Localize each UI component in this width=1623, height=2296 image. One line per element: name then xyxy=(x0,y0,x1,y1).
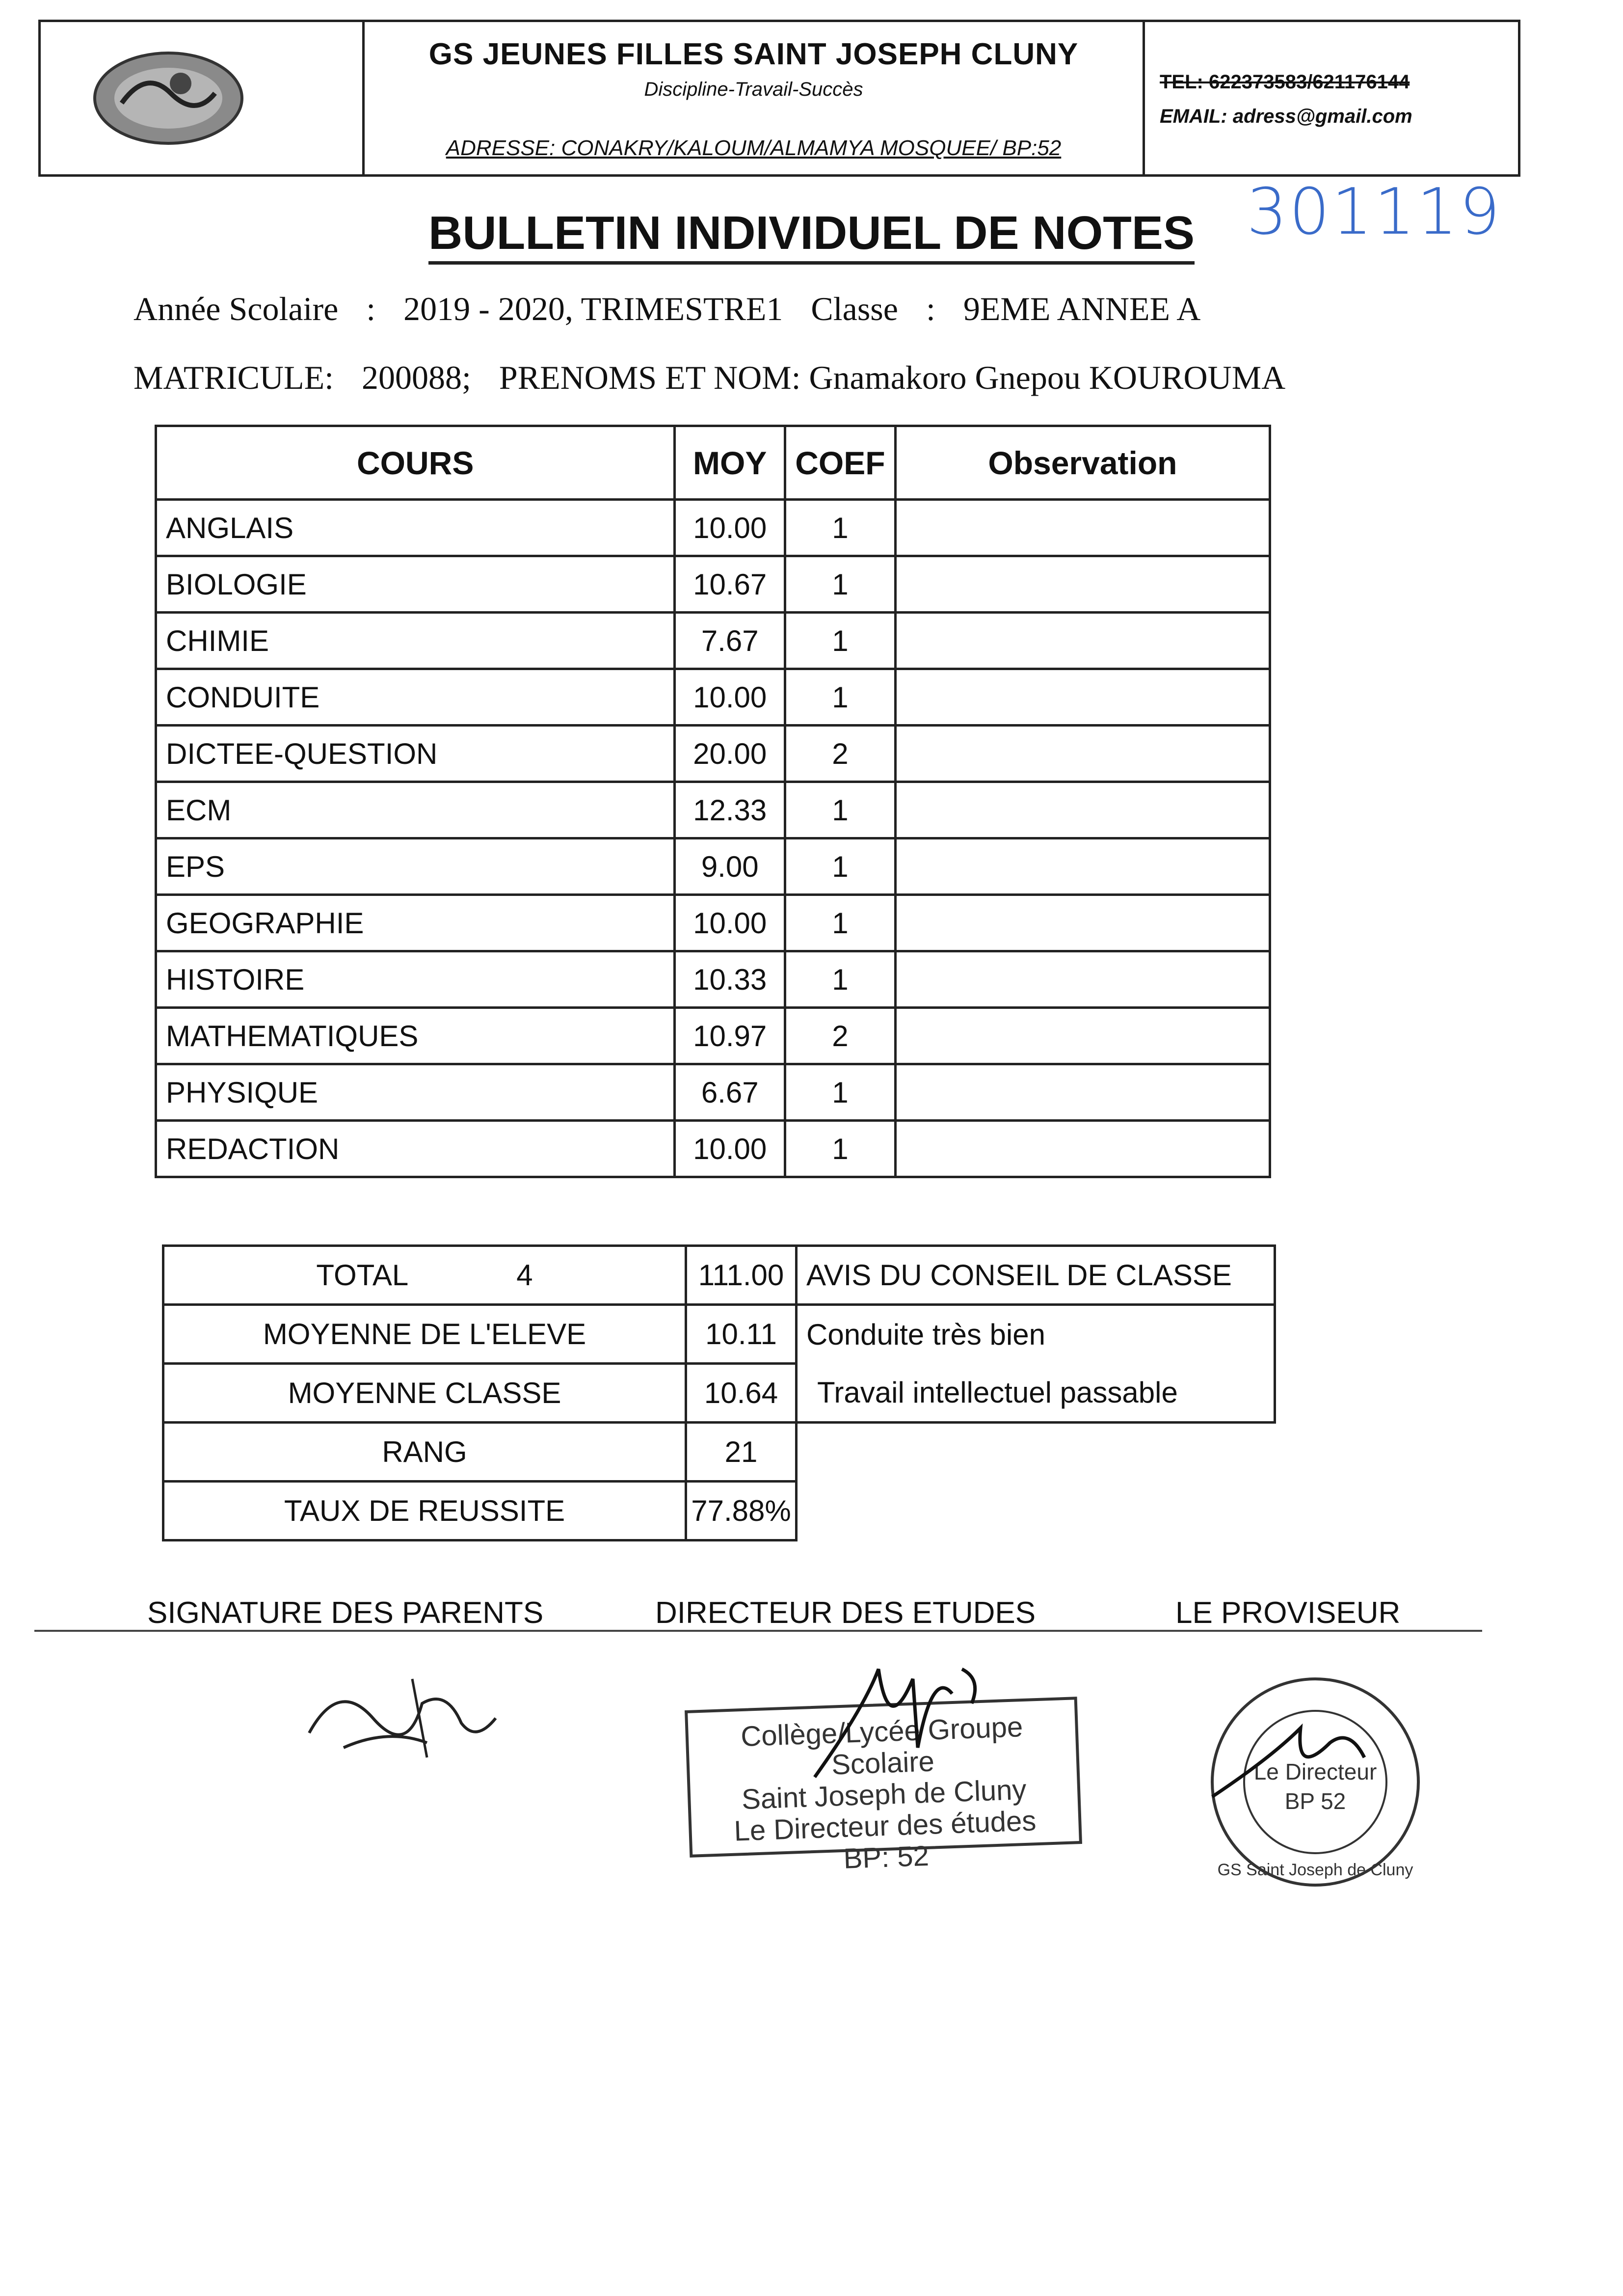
name-label: PRENOMS ET NOM: xyxy=(499,359,801,396)
proviseur-signature-heading: LE PROVISEUR xyxy=(1175,1596,1401,1630)
course-average: 10.97 xyxy=(675,1008,785,1064)
rank-value: 21 xyxy=(686,1423,797,1482)
class-label: Classe xyxy=(811,290,898,327)
round-stamp-text: Le Directeur xyxy=(1253,1759,1377,1784)
course-observation xyxy=(895,726,1270,782)
course-average: 7.67 xyxy=(675,613,785,669)
summary-table xyxy=(162,1244,1276,1541)
course-name: HISTOIRE xyxy=(156,951,675,1008)
school-motto: Discipline-Travail-Succès xyxy=(644,79,863,100)
stamp-line: BP: 52 xyxy=(843,1839,930,1875)
course-coef: 1 xyxy=(785,500,896,556)
course-average: 10.00 xyxy=(675,669,785,726)
course-coef: 1 xyxy=(785,895,896,951)
class-value: 9EME ANNEE A xyxy=(963,290,1201,327)
course-observation xyxy=(895,1008,1270,1064)
total-value: 111.00 xyxy=(686,1246,797,1305)
grades-table xyxy=(155,425,1271,1178)
total-label-cell xyxy=(163,1246,686,1305)
course-average: 6.67 xyxy=(675,1064,785,1121)
student-line xyxy=(133,358,1285,397)
course-observation xyxy=(895,500,1270,556)
course-average: 10.00 xyxy=(675,1121,785,1177)
student-average-value: 10.11 xyxy=(686,1305,797,1364)
course-name: ECM xyxy=(156,782,675,838)
course-name: EPS xyxy=(156,838,675,895)
course-name: CONDUITE xyxy=(156,669,675,726)
course-coef: 1 xyxy=(785,838,896,895)
header-average: MOY xyxy=(675,426,785,500)
title-text: BULLETIN INDIVIDUEL DE NOTES xyxy=(428,207,1195,265)
signature-rule xyxy=(34,1630,1482,1632)
summary-row-class-average xyxy=(163,1364,1275,1423)
trimester: TRIMESTRE1 xyxy=(581,290,783,327)
student-average-label: MOYENNE DE L'ELEVE xyxy=(163,1305,686,1364)
course-average: 10.00 xyxy=(675,895,785,951)
course-average: 9.00 xyxy=(675,838,785,895)
course-name: MATHEMATIQUES xyxy=(156,1008,675,1064)
course-observation xyxy=(895,895,1270,951)
year-separator: : xyxy=(366,290,376,327)
course-coef: 1 xyxy=(785,1121,896,1177)
course-coef: 1 xyxy=(785,782,896,838)
header-observation: Observation xyxy=(895,426,1270,500)
table-row xyxy=(156,669,1270,726)
table-row xyxy=(156,500,1270,556)
course-name: DICTEE-QUESTION xyxy=(156,726,675,782)
course-coef: 2 xyxy=(785,726,896,782)
course-observation xyxy=(895,556,1270,613)
year-label: Année Scolaire xyxy=(133,290,339,327)
table-row xyxy=(156,726,1270,782)
class-separator: : xyxy=(926,290,935,327)
course-average: 20.00 xyxy=(675,726,785,782)
document-title xyxy=(0,206,1623,260)
course-observation xyxy=(895,669,1270,726)
course-observation xyxy=(895,838,1270,895)
course-coef: 1 xyxy=(785,556,896,613)
table-row xyxy=(156,613,1270,669)
stamp-line: Le Directeur des études xyxy=(733,1805,1037,1847)
round-stamp-text: GS Saint Joseph de Cluny xyxy=(1217,1861,1413,1879)
course-observation xyxy=(895,782,1270,838)
table-row xyxy=(156,1121,1270,1177)
stamp-line: Saint Joseph de Cluny xyxy=(741,1773,1027,1816)
school-logo-icon xyxy=(87,49,249,147)
course-coef: 1 xyxy=(785,613,896,669)
header-course: COURS xyxy=(156,426,675,500)
success-rate-value: 77.88% xyxy=(686,1482,797,1540)
course-coef: 2 xyxy=(785,1008,896,1064)
course-observation xyxy=(895,1121,1270,1177)
table-row xyxy=(156,895,1270,951)
total-count: 4 xyxy=(516,1259,533,1292)
contact-cell xyxy=(1145,22,1518,174)
rank-label: RANG xyxy=(163,1423,686,1482)
summary-row-success xyxy=(163,1482,1275,1540)
parent-signature-icon xyxy=(299,1659,506,1772)
course-name: CHIMIE xyxy=(156,613,675,669)
student-name: Gnamakoro Gnepou KOUROUMA xyxy=(809,359,1286,396)
table-row xyxy=(156,951,1270,1008)
course-coef: 1 xyxy=(785,669,896,726)
proviseur-stamp xyxy=(1202,1669,1428,1895)
summary-row-student-average xyxy=(163,1305,1275,1364)
course-coef: 1 xyxy=(785,951,896,1008)
phone-number: TEL: 622373583/621176144 xyxy=(1160,71,1410,93)
course-name: REDACTION xyxy=(156,1121,675,1177)
table-row xyxy=(156,556,1270,613)
empty-cell xyxy=(797,1482,1275,1540)
grades-header-row xyxy=(156,426,1270,500)
letterhead xyxy=(38,20,1520,177)
council-title: AVIS DU CONSEIL DE CLASSE xyxy=(797,1246,1275,1305)
course-average: 12.33 xyxy=(675,782,785,838)
course-coef: 1 xyxy=(785,1064,896,1121)
total-label: TOTAL xyxy=(316,1259,409,1292)
email-address: EMAIL: adress@gmail.com xyxy=(1160,106,1412,127)
school-year-line xyxy=(133,290,1200,328)
school-address: ADRESSE: CONAKRY/KALOUM/ALMAMYA MOSQUEE/ BP:52 xyxy=(446,136,1062,160)
class-average-label: MOYENNE CLASSE xyxy=(163,1364,686,1423)
course-observation xyxy=(895,1064,1270,1121)
course-name: PHYSIQUE xyxy=(156,1064,675,1121)
course-average: 10.00 xyxy=(675,500,785,556)
course-observation xyxy=(895,951,1270,1008)
class-average-value: 10.64 xyxy=(686,1364,797,1423)
course-average: 10.67 xyxy=(675,556,785,613)
year-value: 2019 - 2020, xyxy=(403,290,573,327)
course-average: 10.33 xyxy=(675,951,785,1008)
course-name: GEOGRAPHIE xyxy=(156,895,675,951)
school-name: GS JEUNES FILLES SAINT JOSEPH CLUNY xyxy=(428,37,1079,71)
table-row xyxy=(156,782,1270,838)
school-info-cell xyxy=(365,22,1145,174)
matricule-value: 200088; xyxy=(362,359,471,396)
course-name: ANGLAIS xyxy=(156,500,675,556)
header-coef: COEF xyxy=(785,426,896,500)
council-work: Travail intellectuel passable xyxy=(797,1364,1275,1423)
council-conduct: Conduite très bien xyxy=(797,1305,1275,1364)
success-rate-label: TAUX DE REUSSITE xyxy=(163,1482,686,1540)
table-row xyxy=(156,1064,1270,1121)
empty-cell xyxy=(797,1423,1275,1482)
director-signature-heading: DIRECTEUR DES ETUDES xyxy=(655,1596,1036,1630)
handwritten-code: 301119 xyxy=(1247,174,1502,249)
table-row xyxy=(156,1008,1270,1064)
summary-row-total xyxy=(163,1246,1275,1305)
table-row xyxy=(156,838,1270,895)
matricule-label: MATRICULE: xyxy=(133,359,334,396)
course-name: BIOLOGIE xyxy=(156,556,675,613)
parents-signature-heading: SIGNATURE DES PARENTS xyxy=(147,1596,544,1630)
logo-cell xyxy=(41,22,365,174)
summary-row-rank xyxy=(163,1423,1275,1482)
stamp-line: Collège/Lycée Groupe Scolaire xyxy=(740,1711,1024,1781)
director-signature-icon xyxy=(805,1649,1011,1797)
course-observation xyxy=(895,613,1270,669)
round-stamp-text: BP 52 xyxy=(1284,1788,1346,1814)
